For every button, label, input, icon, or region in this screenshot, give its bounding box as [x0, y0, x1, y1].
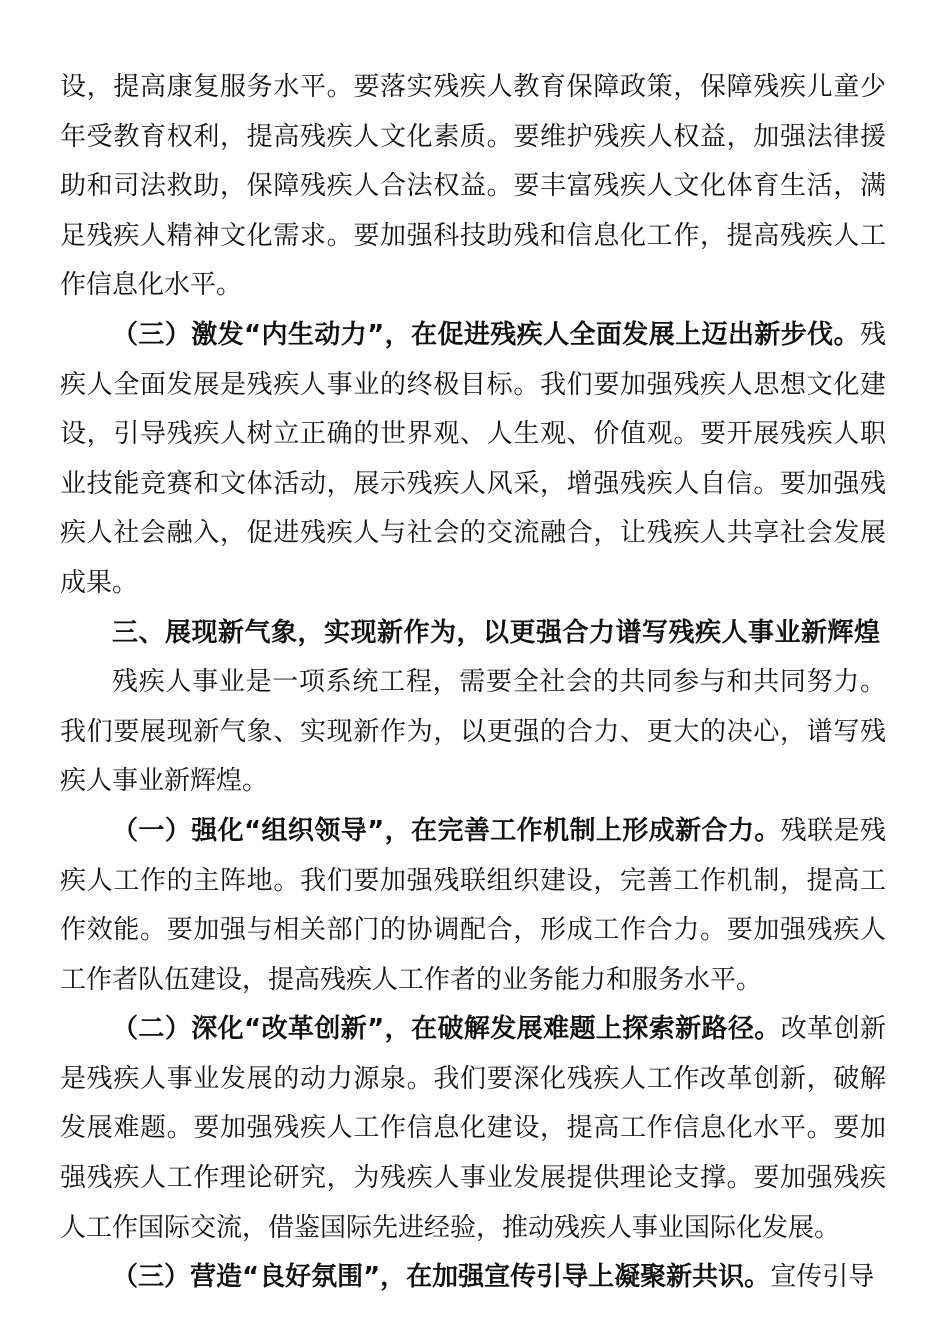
subsection-heading: （三）营造“良好氛围”，在加强宣传引导上凝聚新共识。 — [112, 1262, 771, 1293]
subsection-heading: （二）深化“改革创新”，在破解发展难题上探索新路径。 — [112, 1014, 781, 1045]
paragraph-text: 残疾人事业是一项系统工程，需要全社会的共同参与和共同努力。我们要展现新气象、实现新作为，以更强的合力、更大的决心，谱写残疾人事业新辉煌。 — [60, 667, 886, 797]
paragraph-text: 残联是残疾人工作的主阵地。我们要加强残联组织建设，完善工作机制，提高工作效能。要加强与相关部门的协调配合，形成工作合力。要加强残疾人工作者队伍建设，提高残疾人工作者的业务能力和服务水平。 — [60, 815, 886, 995]
subsection-heading: （一）强化“组织领导”，在完善工作机制上形成新合力。 — [112, 815, 781, 846]
paragraph-subsection-1-leadership — [60, 807, 886, 1005]
paragraph-subsection-3-inner-motivation — [60, 311, 886, 609]
paragraph-text: 宣传引导 — [770, 1262, 875, 1293]
document-body — [60, 63, 886, 1303]
section-heading-3: 三、展现新气象，实现新作为，以更强合力谱写残疾人事业新辉煌 — [112, 617, 881, 648]
paragraph-section-intro — [60, 658, 886, 807]
paragraph-text: 残疾人全面发展是残疾人事业的终极目标。我们要加强残疾人思想文化建设，引导残疾人树立正确的世界观、人生观、价值观。要开展残疾人职业技能竞赛和文体活动，展示残疾人风采，增强残疾人自信。要加强残疾人社会融入，促进残疾人与社会的交流融合，让残疾人共享社会发展成果。 — [60, 319, 886, 598]
paragraph-text: 设，提高康复服务水平。要落实残疾人教育保障政策，保障残疾儿童少年受教育权利，提高残疾人文化素质。要维护残疾人权益，加强法律援助和司法救助，保障残疾人合法权益。要丰富残疾人文化体育生活，满足残疾人精神文化需求。要加强科技助残和信息化工作，提高残疾人工作信息化水平。 — [60, 72, 886, 301]
paragraph-subsection-2-reform — [60, 1005, 886, 1253]
paragraph-subsection-3-atmosphere — [60, 1253, 886, 1303]
paragraph-continued — [60, 63, 886, 311]
paragraph-text: 改革创新是残疾人事业发展的动力源泉。我们要深化残疾人工作改革创新，破解发展难题。要加强残疾人工作信息化建设，提高工作信息化水平。要加强残疾人工作理论研究，为残疾人事业发展提供理论支撑。要加强残疾人工作国际交流，借鉴国际先进经验，推动残疾人事业国际化发展。 — [60, 1014, 886, 1243]
subsection-heading: （三）激发“内生动力”，在促进残疾人全面发展上迈出新步伐。 — [112, 319, 860, 350]
